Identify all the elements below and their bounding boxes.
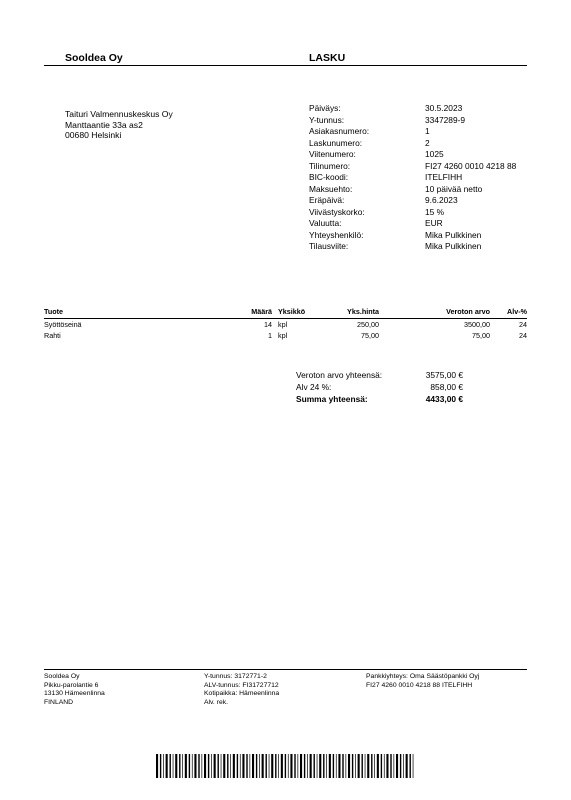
detail-value: EUR: [425, 218, 443, 228]
detail-value: Mika Pulkkinen: [425, 241, 482, 251]
total-net-label: Veroton arvo yhteensä:: [296, 370, 383, 380]
barcode-bar: [285, 754, 286, 778]
barcode-bar: [173, 754, 174, 778]
barcode-bar: [314, 754, 315, 778]
payment-barcode: [156, 754, 416, 778]
detail-label: Viivästyskorko:: [309, 206, 365, 217]
barcode-bar: [223, 754, 225, 778]
detail-value: 9.6.2023: [425, 195, 458, 205]
barcode-bar: [333, 754, 334, 778]
barcode-bar: [300, 754, 302, 778]
cell-qty: 1: [268, 331, 272, 340]
barcode-bar: [400, 754, 401, 778]
detail-label: BIC-koodi:: [309, 172, 349, 182]
cell-qty: 14: [264, 319, 272, 329]
barcode-bar: [413, 754, 414, 778]
barcode-bar: [394, 754, 395, 778]
recipient-address: [65, 109, 173, 141]
barcode-bar: [371, 754, 372, 778]
barcode-bar: [230, 754, 231, 778]
barcode-bar: [240, 754, 241, 778]
grand-total-row: [296, 393, 463, 405]
footer-line: ALV-tunnus: FI31727712: [204, 681, 279, 689]
table-row: [44, 330, 527, 342]
cell-product: Syöttöseinä: [44, 319, 82, 329]
company-name: Sooldea Oy: [65, 52, 123, 64]
detail-label: Y-tunnus:: [309, 114, 345, 125]
cell-product: Rahti: [44, 331, 61, 340]
cell-unit: kpl: [278, 319, 288, 329]
barcode-bar: [221, 754, 222, 778]
footer-line: Pankkiyhteys: Oma Säästöpankki Oyj: [366, 673, 480, 680]
detail-row-invoice-number: [309, 138, 539, 150]
barcode-bar: [252, 754, 254, 778]
recipient-name: Taituri Valmennuskeskus Oy: [65, 109, 173, 119]
barcode-bar: [348, 754, 350, 778]
cell-net: 3500,00: [464, 319, 490, 329]
barcode-bar: [386, 754, 388, 778]
footer-line: FINLAND: [44, 698, 74, 706]
total-net-row: [296, 369, 463, 381]
barcode-bar: [198, 754, 199, 778]
barcode-bar: [208, 754, 209, 778]
detail-row-account: [309, 161, 539, 173]
detail-value: Mika Pulkkinen: [425, 229, 482, 240]
col-header-price: Yks.hinta: [347, 307, 379, 316]
invoice-details: [309, 103, 539, 253]
barcode-bar: [192, 754, 193, 778]
barcode-bar: [310, 754, 312, 778]
barcode-bar: [326, 754, 327, 778]
barcode-bar: [298, 754, 299, 778]
detail-value: 1: [425, 126, 430, 136]
detail-row-date: [309, 103, 539, 115]
barcode-bar: [259, 754, 260, 778]
barcode-bar: [266, 754, 267, 778]
footer-line: Kotipaikka: Hämeenlinna: [204, 690, 280, 698]
barcode-bar: [160, 754, 161, 778]
barcode-bar: [275, 754, 276, 778]
detail-value: 1025: [425, 149, 444, 159]
barcode-bar: [246, 754, 247, 778]
barcode-bar: [317, 754, 318, 778]
cell-price: 75,00: [361, 331, 379, 340]
barcode-bar: [262, 754, 264, 778]
table-header: [44, 306, 527, 318]
barcode-bar: [204, 754, 206, 778]
detail-label: Maksuehto:: [309, 183, 353, 194]
barcode-bar: [362, 754, 363, 778]
detail-value: 10 päivää netto: [425, 183, 483, 194]
barcode-bar: [384, 754, 385, 778]
barcode-bar: [290, 754, 292, 778]
barcode-bar: [271, 754, 273, 778]
barcode-bar: [170, 754, 171, 778]
barcode-bar: [250, 754, 251, 778]
detail-label: Tilinumero:: [309, 160, 351, 171]
barcode-bar: [166, 754, 168, 778]
barcode-bar: [338, 754, 340, 778]
total-vat-label: Alv 24 %:: [296, 382, 332, 392]
detail-label: Asiakasnumero:: [309, 126, 370, 136]
detail-label: Yhteyshenkilö:: [309, 229, 364, 240]
barcode-bar: [346, 754, 347, 778]
detail-value: 15 %: [425, 206, 445, 217]
cell-vat: 24: [519, 331, 527, 340]
col-header-vat: Alv-%: [507, 307, 527, 316]
detail-value: FI27 4260 0010 4218 88: [425, 160, 517, 171]
barcode-bar: [367, 754, 369, 778]
barcode-bar: [352, 754, 353, 778]
barcode-bar: [281, 754, 283, 778]
detail-label: Valuutta:: [309, 218, 342, 228]
barcode-bar: [319, 754, 321, 778]
barcode-bar: [211, 754, 212, 778]
barcode-bar: [182, 754, 183, 778]
barcode-bar: [304, 754, 305, 778]
footer-line: 13130 Hämeenlinna: [44, 690, 105, 698]
grand-total-label: Summa yhteensä:: [296, 394, 368, 404]
barcode-bar: [218, 754, 219, 778]
footer-line: FI27 4260 0010 4218 88 ITELFIHH: [366, 681, 473, 689]
barcode-bar: [194, 754, 196, 778]
total-net-value: 3575,00 €: [425, 370, 463, 380]
barcode-bar: [163, 754, 164, 778]
detail-label: Eräpäivä:: [309, 195, 345, 205]
barcode-bar: [381, 754, 382, 778]
footer-line: Pikku-parolantie 6: [44, 681, 99, 689]
barcode-bar: [189, 754, 190, 778]
totals-block: [296, 369, 463, 405]
footer-line: Alv. rek.: [204, 698, 229, 706]
grand-total-value: 4433,00 €: [425, 394, 463, 404]
barcode-bar: [365, 754, 366, 778]
recipient-city: 00680 Helsinki: [65, 130, 122, 140]
barcode-bar: [288, 754, 289, 778]
detail-row-reference: [309, 149, 539, 161]
detail-row-contact: [309, 230, 539, 242]
barcode-bar: [329, 754, 331, 778]
cell-vat: 24: [519, 319, 527, 329]
barcode-bar: [179, 754, 180, 778]
detail-row-currency: [309, 218, 539, 230]
detail-row-customer-number: [309, 126, 539, 138]
barcode-bar: [256, 754, 257, 778]
barcode-bar: [269, 754, 270, 778]
barcode-bar: [403, 754, 404, 778]
barcode-bar: [342, 754, 343, 778]
detail-value: 2: [425, 137, 430, 148]
barcode-bar: [227, 754, 228, 778]
footer-company: [44, 673, 105, 707]
detail-label: Päiväys:: [309, 103, 341, 113]
table-row: [44, 319, 527, 331]
cell-net: 75,00: [472, 331, 490, 340]
footer-divider: [44, 669, 527, 670]
detail-row-late-interest: [309, 207, 539, 219]
barcode-bar: [185, 754, 187, 778]
document-title: LASKU: [309, 52, 346, 64]
recipient-street: Manttaantie 33a as2: [65, 119, 143, 130]
barcode-bar: [374, 754, 375, 778]
col-header-qty: Määrä: [251, 307, 272, 316]
detail-value: ITELFIHH: [425, 172, 463, 182]
footer-bank: [366, 673, 479, 690]
detail-row-due-date: [309, 195, 539, 207]
barcode-bar: [336, 754, 337, 778]
detail-row-order-ref: [309, 241, 539, 253]
footer-registration: [204, 673, 279, 707]
cell-unit: kpl: [278, 331, 288, 340]
detail-label: Tilausviite:: [309, 241, 349, 251]
barcode-bar: [237, 754, 238, 778]
detail-row-bic: [309, 172, 539, 184]
barcode-bar: [202, 754, 203, 778]
barcode-bar: [175, 754, 177, 778]
barcode-bar: [406, 754, 408, 778]
barcode-bar: [410, 754, 411, 778]
detail-label: Laskunumero:: [309, 137, 363, 148]
detail-value: 3347289-9: [425, 114, 466, 125]
total-vat-value: 858,00 €: [430, 382, 463, 392]
barcode-bar: [307, 754, 308, 778]
barcode-bar: [390, 754, 391, 778]
barcode-bar: [156, 754, 158, 778]
footer-line: Sooldea Oy: [44, 673, 80, 680]
barcode-bar: [396, 754, 398, 778]
barcode-bar: [233, 754, 235, 778]
barcode-bar: [355, 754, 356, 778]
col-header-unit: Yksikkö: [278, 307, 306, 316]
total-vat-row: [296, 381, 463, 393]
barcode-bar: [377, 754, 379, 778]
detail-row-business-id: [309, 115, 539, 127]
barcode-bar: [323, 754, 324, 778]
barcode-bar: [358, 754, 360, 778]
items-table: [44, 306, 527, 342]
detail-value: 30.5.2023: [425, 103, 463, 113]
detail-row-payment-terms: [309, 184, 539, 196]
footer-line: Y-tunnus: 3172771-2: [204, 673, 267, 680]
barcode-bar: [294, 754, 295, 778]
col-header-product: Tuote: [44, 307, 64, 316]
cell-price: 250,00: [357, 319, 379, 329]
barcode-bar: [278, 754, 279, 778]
barcode-bar: [242, 754, 244, 778]
col-header-net: Veroton arvo: [446, 307, 490, 316]
header-divider: [44, 65, 527, 66]
detail-label: Viitenumero:: [309, 149, 356, 159]
barcode-bar: [214, 754, 216, 778]
